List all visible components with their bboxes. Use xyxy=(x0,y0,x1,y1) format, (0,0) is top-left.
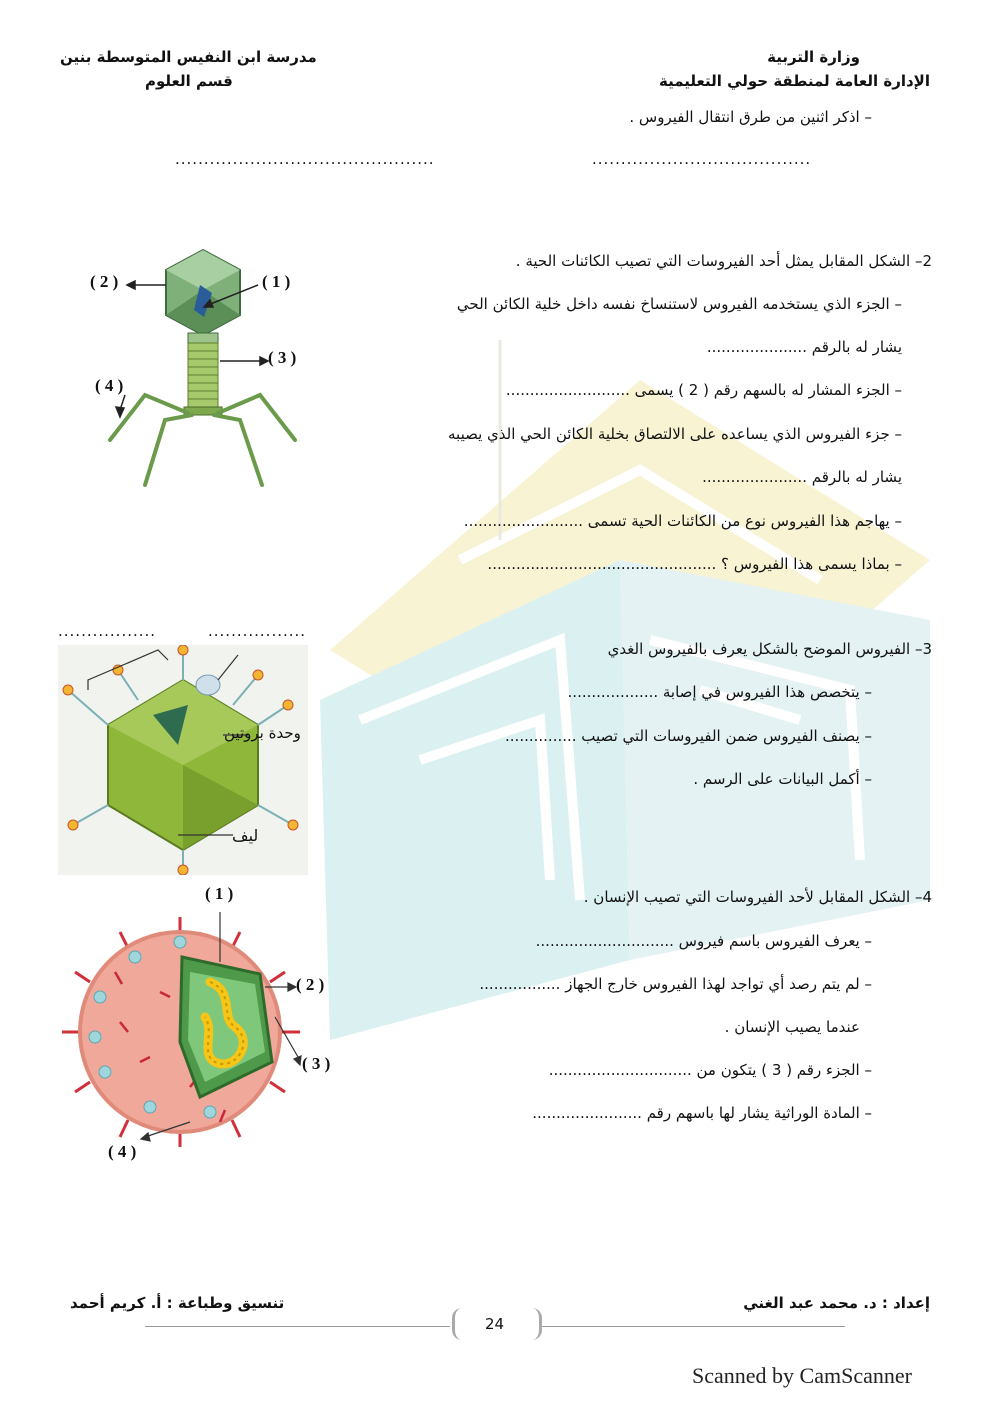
q4-item: – الجزء رقم ( 3 ) يتكون من .............................. xyxy=(548,1061,872,1079)
page-number: 24 xyxy=(485,1315,505,1333)
department-name: قسم العلوم xyxy=(145,72,233,90)
hiv-label-3: ( 3 ) xyxy=(302,1054,331,1073)
district-name: الإدارة العامة لمنطقة حولي التعليمية xyxy=(658,72,930,90)
q4-item: – يعرف الفيروس باسم فيروس ............................. xyxy=(535,932,872,950)
adenovirus-diagram xyxy=(58,645,308,875)
q2-item: يشار له بالرقم ..................... xyxy=(706,338,902,356)
q1-question: – اذكر اثنين من طرق انتقال الفيروس . xyxy=(629,108,872,126)
phage-label-3: ( 3 ) xyxy=(268,348,297,367)
footer-rule-right xyxy=(540,1326,845,1327)
school-name: مدرسة ابن النفيس المتوسطة بنين xyxy=(60,48,317,66)
q1-answer-blank-left: ............................................. xyxy=(175,150,435,168)
q3-label-blank-right: ................. xyxy=(208,622,307,640)
q3-label-blank-left: ................. xyxy=(58,622,157,640)
hiv-label-2: ( 2 ) xyxy=(296,975,325,994)
phage-label-1: ( 1 ) xyxy=(262,272,291,291)
coordination-credit: تنسيق وطباعة : أ. كريم أحمد xyxy=(70,1294,285,1312)
q1-answer-blank-right: ...................................... xyxy=(592,150,812,168)
q4-item: – لم يتم رصد أي تواجد لهذا الفيروس خارج الجهاز ................. xyxy=(479,975,872,993)
fiber-label: ليف xyxy=(232,826,259,845)
q4-item: عندما يصيب الإنسان . xyxy=(724,1018,860,1036)
prepared-by: إعداد : د. محمد عبد الغني xyxy=(743,1294,930,1312)
q2-title: 2– الشكل المقابل يمثل أحد الفيروسات التي تصيب الكائنات الحية . xyxy=(515,252,932,270)
hiv-label-1: ( 1 ) xyxy=(205,884,234,903)
q3-item: – يصنف الفيروس ضمن الفيروسات التي تصيب ............... xyxy=(505,727,872,745)
ministry-name: وزارة التربية xyxy=(767,48,860,66)
q2-item: – يهاجم هذا الفيروس نوع من الكائنات الحية تسمى ......................... xyxy=(463,512,902,530)
hiv-label-4: ( 4 ) xyxy=(108,1142,137,1161)
q4-title: 4– الشكل المقابل لأحد الفيروسات التي تصيب الإنسان . xyxy=(583,888,932,906)
q2-item: – بماذا يسمى هذا الفيروس ؟ ................................................ xyxy=(487,555,902,573)
protein-unit-label: وحدة بروتين xyxy=(224,724,301,742)
scanner-watermark-text: Scanned by CamScanner xyxy=(692,1363,912,1388)
q2-item: – جزء الفيروس الذي يساعده على الالتصاق بخلية الكائن الحي الذي يصيبه xyxy=(448,425,902,443)
q2-item: يشار له بالرقم ...................... xyxy=(702,468,902,486)
phage-label-4: ( 4 ) xyxy=(95,376,124,395)
q3-item: – يتخصص هذا الفيروس في إصابة ................... xyxy=(567,683,872,701)
q4-item: – المادة الوراثية يشار لها باسهم رقم ....................... xyxy=(532,1104,872,1122)
footer-rule-left xyxy=(145,1326,450,1327)
q3-title: 3– الفيروس الموضح بالشكل يعرف بالفيروس الغدي xyxy=(607,640,932,658)
q2-item: – الجزء الذي يستخدمه الفيروس لاستنساخ نفسه داخل خلية الكائن الحي xyxy=(456,295,902,313)
hiv-virus-diagram xyxy=(60,912,310,1152)
phage-label-2: ( 2 ) xyxy=(90,272,119,291)
q3-item: – أكمل البيانات على الرسم . xyxy=(693,770,872,788)
q2-item: – الجزء المشار له بالسهم رقم ( 2 ) يسمى .......................... xyxy=(505,381,902,399)
